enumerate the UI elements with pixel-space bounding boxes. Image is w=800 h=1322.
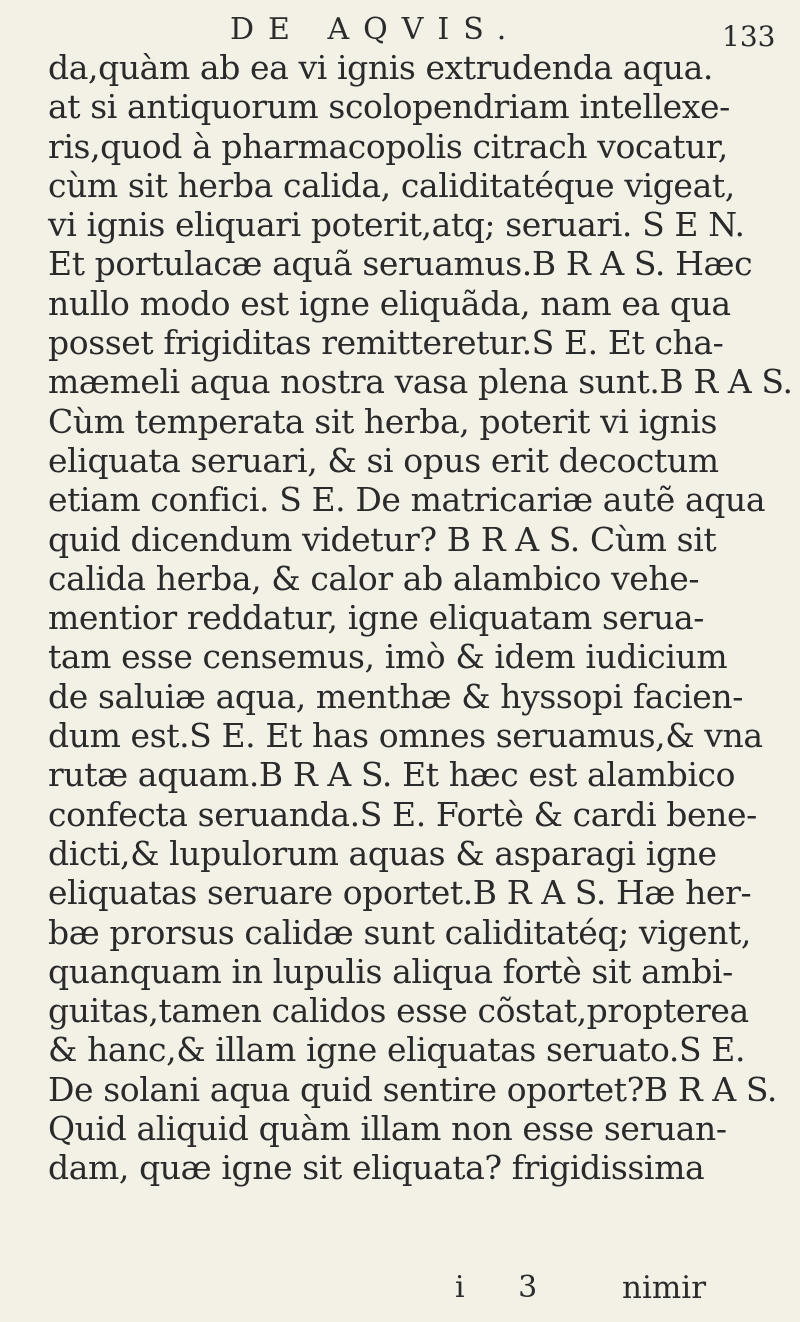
running-head: DE AQVIS.: [230, 12, 521, 47]
text-line: posset frigiditas remitteretur.S E. Et cha-: [48, 323, 724, 363]
text-line: at si antiquorum scolopendriam intellexe-: [48, 87, 730, 127]
text-line: dam, quæ igne sit eliquata? frigidissima: [48, 1148, 705, 1188]
text-line: de saluiæ aqua, menthæ & hyssopi facien-: [48, 676, 743, 716]
text-line: confecta seruanda.S E. Fortè & cardi bene-: [48, 794, 757, 834]
text-line: mentior reddatur, igne eliquatam serua-: [48, 598, 704, 638]
text-line: dum est.S E. Et has omnes seruamus,& vna: [48, 716, 763, 756]
text-line: cùm sit herba calida, caliditatéque vigeat,: [48, 165, 735, 205]
text-line: etiam confici. S E. De matricariæ autẽ aqua: [48, 480, 766, 520]
text-line: Cùm temperata sit herba, poterit vi ignis: [48, 401, 718, 441]
text-line: & hanc,& illam igne eliquatas seruato.S E.: [48, 1030, 746, 1070]
text-line: De solani aqua quid sentire oportet?B R A S.: [48, 1069, 777, 1109]
text-line: vi ignis eliquari poterit,atq; seruari. S E N.: [48, 205, 745, 245]
text-line: dicti,& lupulorum aquas & asparagi igne: [48, 833, 717, 873]
text-line: mæmeli aqua nostra vasa plena sunt.B R A S.: [48, 362, 793, 402]
text-line: ris,quod à pharmacopolis citrach vocatur,: [48, 126, 728, 166]
body-text: [48, 48, 793, 1188]
text-line: bæ prorsus calidæ sunt caliditatéq; vigent,: [48, 912, 751, 952]
text-line: eliquata seruari, & si opus erit decoctum: [48, 440, 719, 480]
text-line: calida herba, & calor ab alambico vehe-: [48, 558, 700, 598]
text-line: nullo modo est igne eliquãda, nam ea qua: [48, 283, 731, 323]
signature-mark: i 3: [455, 1270, 560, 1305]
text-line: da,quàm ab ea vi ignis extrudenda aqua.: [48, 48, 713, 87]
text-line: Et portulacæ aquã seruamus.B R A S. Hæc: [48, 244, 753, 284]
text-line: guitas,tamen calidos esse cõstat,propterea: [48, 991, 749, 1031]
catchword: nimir: [622, 1270, 707, 1306]
text-line: tam esse censemus, imò & idem iudicium: [48, 637, 728, 677]
page-number: 133: [722, 20, 776, 53]
text-line: eliquatas seruare oportet.B R A S. Hæ her-: [48, 873, 752, 913]
page-footer: [0, 1270, 800, 1310]
text-line: quanquam in lupulis aliqua fortè sit ambi-: [48, 951, 733, 991]
text-line: rutæ aquam.B R A S. Et hæc est alambico: [48, 755, 736, 795]
text-line: quid dicendum videtur? B R A S. Cùm sit: [48, 519, 717, 559]
text-line: Quid aliquid quàm illam non esse seruan-: [48, 1109, 727, 1149]
